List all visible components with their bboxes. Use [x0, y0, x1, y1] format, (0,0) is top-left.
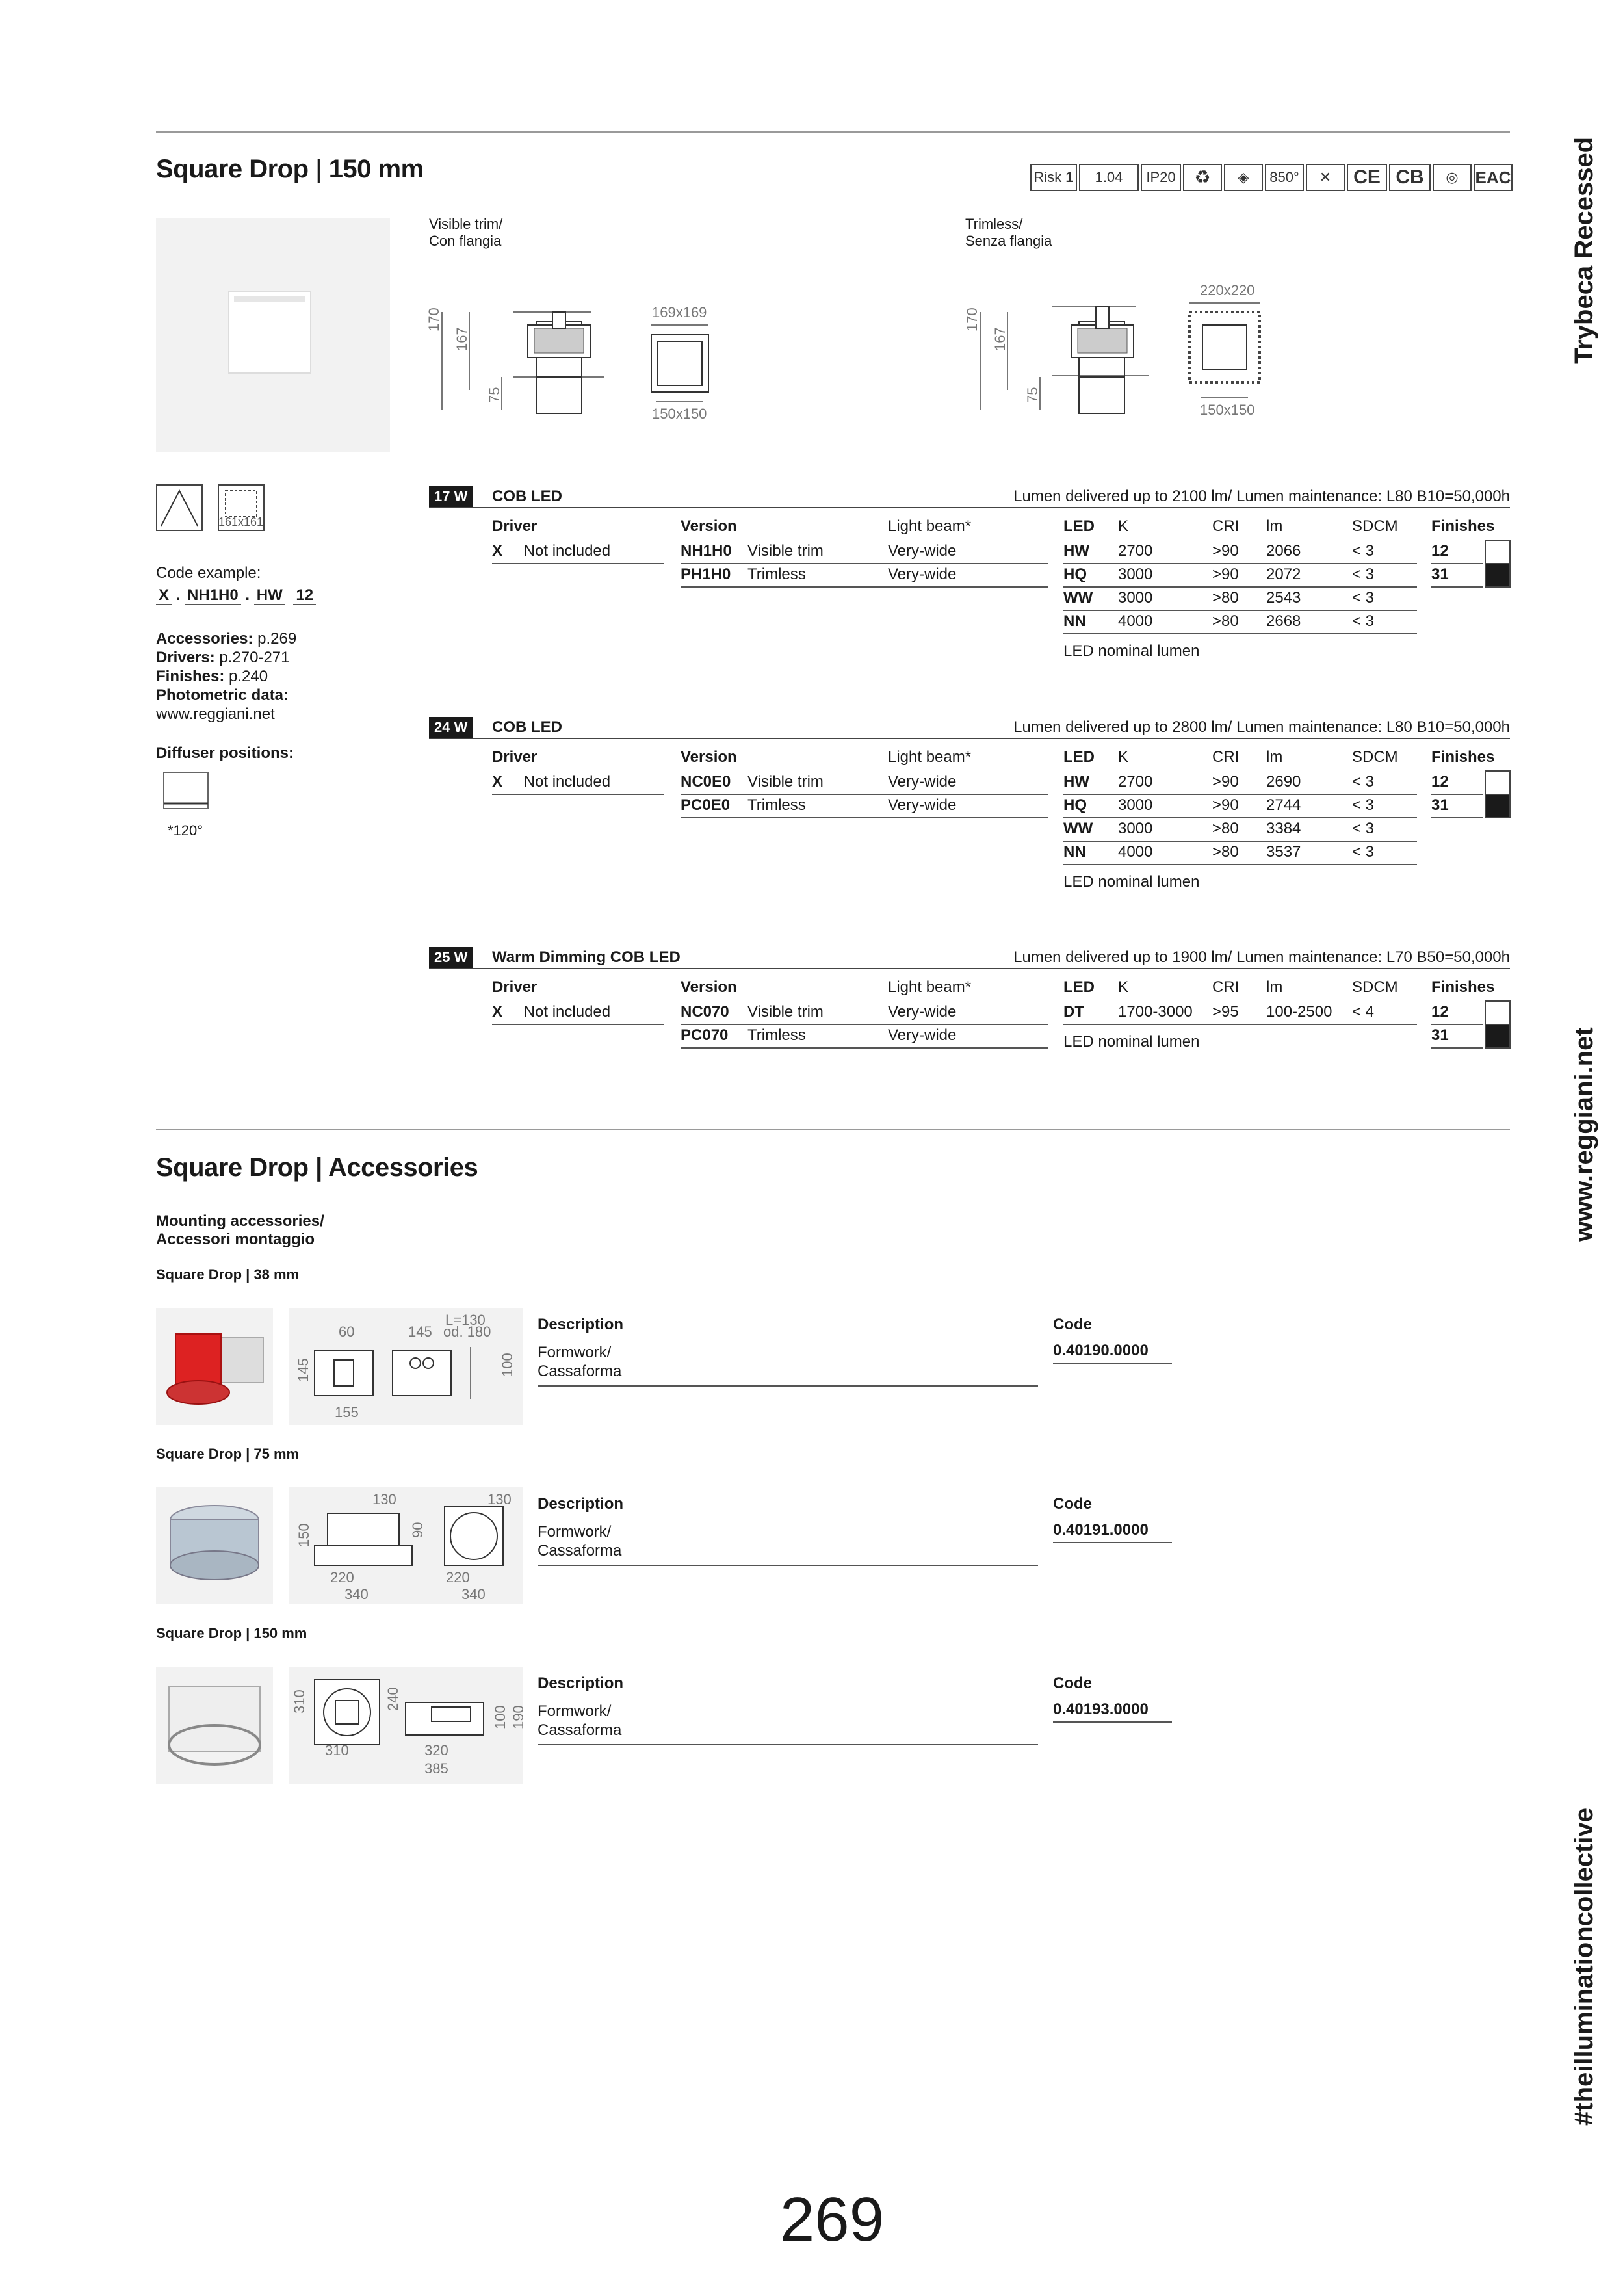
formwork-drawing-icon	[289, 1667, 523, 1784]
finish-31[interactable]: 31	[1431, 1026, 1449, 1044]
trimless-label: Trimless/ Senza flangia	[965, 216, 1052, 249]
accessory-photo	[156, 1308, 273, 1425]
watt-badge: 25 W	[429, 947, 473, 968]
version-row[interactable]: PH1H0	[681, 566, 731, 583]
lumen-note: Lumen delivered up to 2800 lm/ Lumen maintenance: L80 B10=50,000h	[1013, 718, 1510, 736]
accessories-title: Square Drop | Accessories	[156, 1153, 478, 1182]
vt-dim-top: 169x169	[652, 304, 707, 320]
finish-31[interactable]: 31	[1431, 796, 1449, 814]
vt-dim-h1: 170	[426, 307, 442, 332]
finish-12[interactable]: 12	[1431, 773, 1449, 790]
finish-white-swatch[interactable]	[1485, 540, 1511, 564]
ip-badge: IP20	[1141, 164, 1181, 191]
driver-row[interactable]: X Not included	[492, 542, 611, 560]
no-insulation-icon: ✕	[1306, 164, 1345, 191]
side-hashtag: #theilluminationcollective	[1570, 1807, 1598, 2126]
code-example-label: Code example:	[156, 564, 261, 582]
accessory-description: Formwork/ Cassaforma	[538, 1344, 622, 1380]
finish-white-swatch[interactable]	[1485, 1000, 1511, 1025]
eac-mark-icon: EAC	[1474, 164, 1513, 191]
lumen-note: Lumen delivered up to 1900 lm/ Lumen maintenance: L70 B50=50,000h	[1013, 948, 1510, 966]
watt-badge: 17 W	[429, 486, 473, 507]
tl-dim-top: 220x220	[1200, 282, 1255, 298]
led-type: COB LED	[492, 488, 562, 505]
tl-dim-h2: 167	[992, 327, 1008, 351]
vt-dim-h2: 167	[454, 327, 470, 351]
side-category: Trybeca Recessed	[1570, 137, 1598, 364]
cutout-dim: 161x161	[218, 515, 264, 528]
driver-row[interactable]: X Not included	[492, 773, 611, 790]
code-example: X . NH1H0 . HW 12	[156, 586, 316, 605]
accessory-code[interactable]: 0.40190.0000	[1053, 1342, 1149, 1359]
led-type: Warm Dimming COB LED	[492, 948, 681, 966]
lumen-note: Lumen delivered up to 2100 lm/ Lumen maintenance: L80 B10=50,000h	[1013, 488, 1510, 505]
accessory-subtitle: Square Drop | 38 mm	[156, 1266, 300, 1283]
version-row[interactable]: PC0E0	[681, 796, 731, 814]
accessory-code[interactable]: 0.40193.0000	[1053, 1701, 1149, 1718]
version-row[interactable]: NH1H0	[681, 542, 732, 560]
weight-badge: 1.04	[1079, 164, 1139, 191]
tl-dim-bottom: 150x150	[1200, 402, 1255, 418]
visible-trim-label: Visible trim/ Con flangia	[429, 216, 503, 249]
accessory-description: Formwork/ Cassaforma	[538, 1523, 622, 1559]
cb-badge: CB	[1389, 164, 1431, 191]
led-type: COB LED	[492, 718, 562, 736]
watt-badge: 24 W	[429, 717, 473, 738]
accessory-photo	[156, 1487, 273, 1604]
tl-dim-h3: 75	[1024, 387, 1041, 403]
tl-dim-h1: 170	[964, 307, 980, 332]
recycle-icon: ♻	[1183, 164, 1222, 191]
driver-row[interactable]: X Not included	[492, 1003, 611, 1021]
ce-mark-icon: CE	[1347, 164, 1387, 191]
formwork-square-icon	[156, 1667, 273, 1784]
finish-12[interactable]: 12	[1431, 1003, 1449, 1021]
accessories-rule	[156, 1129, 1510, 1130]
side-website: www.reggiani.net	[1570, 1027, 1598, 1242]
version-row[interactable]: NC0E0	[681, 773, 731, 790]
square-drop-lamp-icon	[156, 218, 390, 452]
accessory-subtitle: Square Drop | 150 mm	[156, 1625, 307, 1641]
accessory-subtitle: Square Drop | 75 mm	[156, 1446, 300, 1462]
accessories-link[interactable]: p.269	[257, 630, 297, 647]
page-number: 269	[779, 2185, 885, 2254]
version-row[interactable]: PC070	[681, 1026, 729, 1044]
finish-white-swatch[interactable]	[1485, 770, 1511, 795]
photometric-link[interactable]: www.reggiani.net	[156, 705, 275, 723]
reference-links: Accessories: p.269 Drivers: p.270-271 Finishes: p.240 Photometric data: www.reggiani.net	[156, 630, 297, 723]
diffuser-angle: *120°	[168, 822, 203, 839]
formwork-round-icon	[156, 1487, 273, 1604]
beam-angle-icon	[156, 484, 203, 531]
finish-12[interactable]: 12	[1431, 542, 1449, 560]
formwork-red-icon	[156, 1308, 273, 1425]
accessory-drawing	[289, 1667, 523, 1784]
product-title: Square Drop | 150 mm	[156, 155, 424, 183]
ccc-mark-icon: ◎	[1433, 164, 1472, 191]
version-row[interactable]: NC070	[681, 1003, 729, 1021]
accessory-photo	[156, 1667, 273, 1784]
accessory-code[interactable]: 0.40191.0000	[1053, 1521, 1149, 1539]
mounting-label: Mounting accessories/ Accessori montaggio	[156, 1212, 324, 1248]
finish-black-swatch[interactable]	[1485, 563, 1511, 588]
drivers-link[interactable]: p.270-271	[219, 649, 290, 666]
vt-dim-bottom: 150x150	[652, 406, 707, 422]
finish-black-swatch[interactable]	[1485, 794, 1511, 818]
risk-badge: Risk 1	[1030, 164, 1077, 191]
finish-31[interactable]: 31	[1431, 566, 1449, 583]
vt-dim-h3: 75	[486, 387, 502, 403]
finish-black-swatch[interactable]	[1485, 1024, 1511, 1049]
temp-badge: 850°	[1265, 164, 1304, 191]
diamond-icon: ◈	[1224, 164, 1263, 191]
finishes-link[interactable]: p.240	[229, 668, 268, 685]
accessory-description: Formwork/ Cassaforma	[538, 1702, 622, 1739]
diffuser-position-icon	[156, 767, 214, 819]
product-photo	[156, 218, 390, 452]
diffuser-label: Diffuser positions:	[156, 744, 294, 762]
top-rule	[156, 131, 1510, 133]
